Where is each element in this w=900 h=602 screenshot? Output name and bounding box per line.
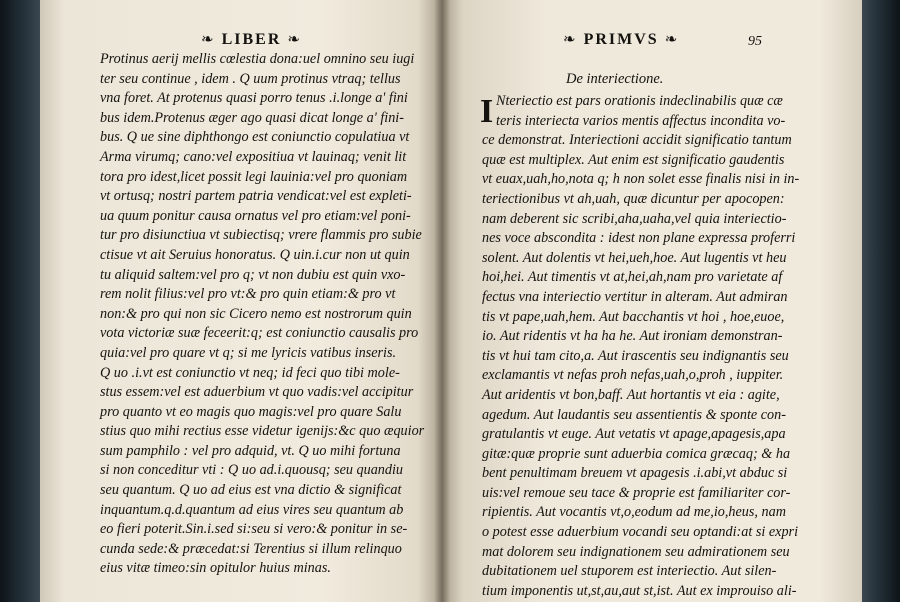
- fleuron-ornament-icon: ❧: [563, 32, 578, 48]
- text-line: Arma virumq; cano:vel expositiua vt lauinaq; venit lit: [100, 148, 407, 165]
- text-line: hoi,hei. Aut timentis vt at,hei,ah,nam pro varietate af: [482, 269, 783, 286]
- text-line: fectus vna interiectio vertitur in alteram. Aut admiran: [482, 288, 788, 305]
- fleuron-ornament-icon: ❧: [664, 32, 680, 48]
- text-line: vt ortusq; nostri partem patria vendicat:vel est expleti-: [100, 188, 412, 205]
- text-line: Nteriectio est pars orationis indeclinabilis quæ cæ: [496, 93, 783, 109]
- text-line: tium imponentis ut,st,au,aut st,ist. Aut ex improuiso ali-: [482, 582, 797, 599]
- text-line: vota victoriæ suæ feceerit:q; est coniunctio causalis pro: [100, 325, 419, 342]
- text-line: eo fieri poterit.Sin.i.sed si:seu si vero:& ponitur in se-: [100, 521, 408, 538]
- text-line: teriectionibus vt ah,uah, quæ dicuntur per apocopen:: [482, 190, 785, 207]
- text-line: nes voce abscondita : idest non plane expressa proferri: [482, 230, 796, 247]
- book-gutter-shadow: [434, 0, 450, 602]
- text-line: stius quo mihi rectius esse videtur igenijs:&c quo æquior: [100, 423, 425, 440]
- section-title: De interiectione.: [566, 71, 664, 87]
- text-line: ua quum ponitur causa ornatus vel pro etiam:vel poni-: [100, 207, 411, 224]
- page-number: 95: [748, 34, 762, 49]
- text-line: seu quantum. Q uo ad eius est vna dictio & significat: [100, 482, 402, 499]
- running-head-right: [557, 30, 685, 49]
- text-line: vna foret. At protenus quasi porro tenus .i.longe a' fini: [100, 90, 408, 107]
- text-line: uis:vel remoue seu tace & proprie est familiariter cor-: [482, 484, 791, 501]
- text-line: teris interiecta varios mentis affectus incondita vo-: [496, 112, 786, 129]
- text-line: gratulantis vt euge. Aut vetatis vt apage,apagesis,apa: [482, 426, 786, 443]
- text-line: pro quanto vt eo magis quo magis:vel pro quare Salu: [100, 403, 402, 420]
- right-page: [442, 0, 862, 602]
- text-line: ter seu continue , idem . Q uum protinus vtraq; tellus: [100, 70, 401, 87]
- text-line: stus essem:vel est aduerbium vt quo vadis:vel accipitur: [100, 384, 414, 401]
- text-line: bent penultimam breuem vt apagesis .i.abi,vt abduc si: [482, 465, 788, 482]
- text-line: ripientis. Aut vocantis vt,o,eodum ad me,io,heus, nam: [482, 504, 786, 521]
- drop-cap: I: [480, 93, 494, 130]
- left-page-text: [100, 50, 430, 579]
- text-line: ce demonstrat. Interiectioni accidit significatio tantum: [482, 132, 792, 149]
- text-line: mat dolorem seu indignationem seu admirationem seu: [482, 543, 790, 560]
- text-line: bus. Q ue sine diphthongo est coniunctio copulatiua vt: [100, 129, 410, 146]
- running-head-text: LIBER: [221, 31, 282, 48]
- text-line: io. Aut ridentis vt ha ha he. Aut ironiam demonstran-: [482, 328, 783, 345]
- right-page-text: [482, 92, 814, 601]
- text-line: bus idem.Protenus æger ago quasi dicat longe a' fini-: [100, 109, 404, 126]
- running-head-text: PRIMVS: [583, 31, 659, 48]
- text-line: agedum. Aut laudantis seu assentientis & sponte con-: [482, 406, 786, 423]
- text-line: quæ est multiplex. Aut enim est significatio gaudentis: [482, 151, 785, 168]
- text-line: Protinus aerij mellis cœlestia dona:uel omnino seu iugi: [100, 51, 415, 67]
- text-line: Aut aridentis vt bon,baff. Aut hortantis vt eia : agite,: [482, 386, 780, 403]
- text-line: tur pro disiunctiua vt subiectisq; vrere flammis pro subie: [100, 227, 422, 244]
- left-page: [40, 0, 442, 602]
- text-line: rem nolit filius:vel pro vt:& pro quin etiam:& pro vt: [100, 286, 396, 303]
- book-cover-left: [0, 0, 40, 602]
- text-line: gitæ:quæ proprie sunt aduerbia comica græcaq; & ha: [482, 445, 791, 462]
- text-line: tora pro idest,licet possit legi lauinia:vel pro quoniam: [100, 168, 408, 185]
- text-line: solent. Aut dolentis vt hei,ueh,hoe. Aut lugentis vt heu: [482, 249, 787, 266]
- text-line: tis vt hui tam cito,a. Aut irascentis seu indignantis seu: [482, 347, 789, 364]
- text-line: tu aliquid saltem:vel pro q; vt non dubiu est quin vxo-: [100, 266, 406, 283]
- text-line: non:& pro qui non sic Cicero nemo est nostrorum quin: [100, 305, 412, 322]
- text-line: quia:vel pro quare vt q; si me lyricis vatibus inseris.: [100, 344, 397, 361]
- text-line: tis vt pape,uah,hem. Aut bacchantis vt hoi , hoe,euoe,: [482, 308, 785, 325]
- text-line: sum pamphilo : vel pro adquid, vt. Q uo mihi fortuna: [100, 442, 401, 459]
- text-line: cunda sede:& præcedat:si Terentius si illum relinquo: [100, 540, 402, 557]
- book-cover-right: [862, 0, 900, 602]
- fleuron-ornament-icon: ❧: [201, 32, 216, 48]
- fleuron-ornament-icon: ❧: [287, 32, 302, 48]
- text-line: o potest esse aduerbium vocandi seu optandi:at si expri: [482, 524, 799, 541]
- text-line: dubitationem uel stuporem est interiectio. Aut silen-: [482, 563, 777, 580]
- text-line: si non conceditur vti : Q uo ad.i.quousq; seu quandiu: [100, 462, 404, 479]
- text-line: eius vitæ timeo:sin opitulor huius minas.: [100, 560, 331, 577]
- text-line: inquantum.q.d.quantum ad eius vires seu quantum ab: [100, 501, 404, 518]
- text-line: Q uo .i.vt est coniunctio vt neq; id feci quo tibi mole-: [100, 364, 400, 381]
- running-head-left: [195, 30, 308, 49]
- text-line: vt euax,uah,ho,nota q; h non solet esse finalis nisi in in-: [482, 171, 800, 188]
- text-line: exclamantis vt nefas proh nefas,uah,o,proh , iuppiter.: [482, 367, 784, 384]
- text-line: nam deberent sic scribi,aha,uaha,vel quia interiectio-: [482, 210, 787, 227]
- text-line: ctisue vt ait Seruius honoratus. Q uin.i.cur non ut quin: [100, 246, 410, 263]
